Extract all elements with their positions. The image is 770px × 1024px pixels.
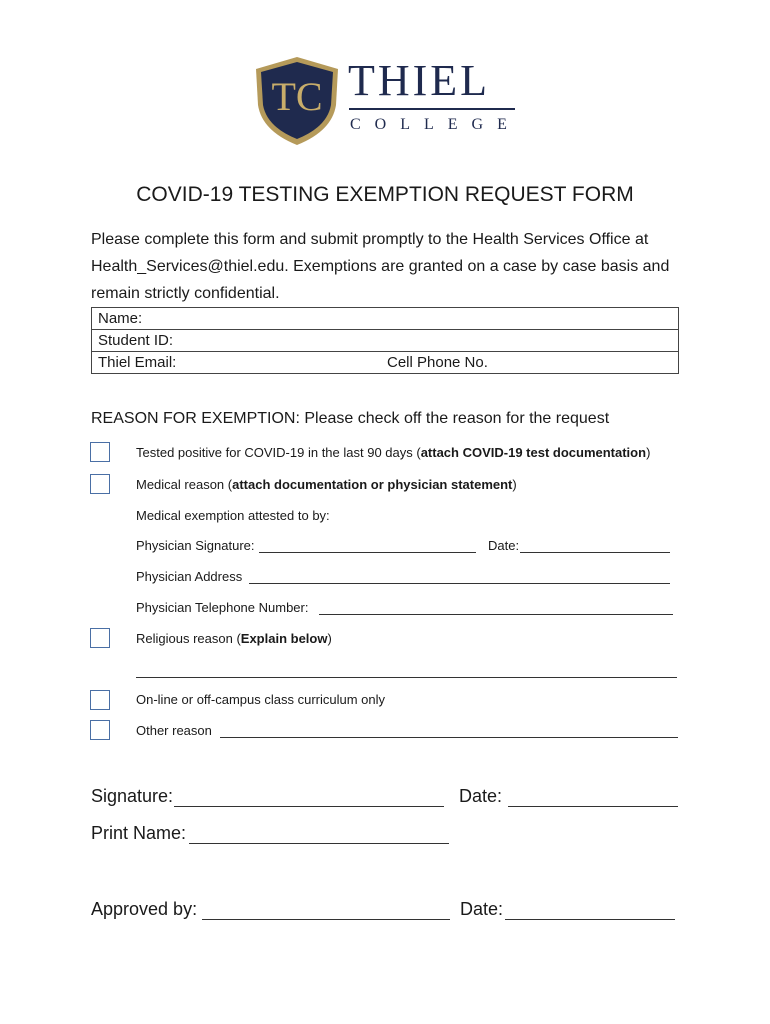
- attested-label: Medical exemption attested to by:: [136, 508, 330, 523]
- logo-monogram: TC: [271, 74, 323, 119]
- approved-by-label: Approved by:: [91, 899, 198, 919]
- print-name-line[interactable]: [189, 843, 449, 844]
- other-reason-line[interactable]: [220, 737, 678, 738]
- approved-date-line[interactable]: [505, 919, 675, 920]
- online-curriculum-label: On-line or off-campus class curriculum only: [136, 692, 386, 707]
- physician-phone-label: Physician Telephone Number:: [136, 600, 309, 615]
- intro-line: Health_Services@thiel.edu. Exemptions are granted on a case by case basis and: [91, 258, 670, 275]
- logo-subname: COLLEGE: [350, 116, 521, 133]
- physician-date-line[interactable]: [520, 552, 670, 553]
- physician-address-line[interactable]: [249, 583, 670, 584]
- physician-date-label: Date:: [488, 538, 520, 553]
- student-id-label: Student ID:: [98, 332, 174, 349]
- approved-date-label: Date:: [460, 899, 504, 919]
- logo-name: THIEL: [348, 56, 491, 105]
- email-phone-row: [92, 352, 678, 374]
- logo-divider: [349, 108, 515, 110]
- reason-heading: REASON FOR EXEMPTION: Please check off the reason for the request: [91, 410, 610, 427]
- religious-explanation-line[interactable]: [136, 677, 677, 678]
- physician-signature-line[interactable]: [259, 552, 476, 553]
- student-info-table: [91, 307, 679, 374]
- other-reason-label: Other reason: [136, 723, 212, 738]
- medical-reason-checkbox[interactable]: [90, 474, 110, 494]
- positive-test-note: attach COVID-19 test documentation: [420, 445, 647, 460]
- physician-address-label: Physician Address: [136, 569, 243, 584]
- medical-reason-note: attach documentation or physician statement: [232, 477, 513, 492]
- physician-phone-line[interactable]: [319, 614, 673, 615]
- date-label: Date:: [459, 786, 503, 806]
- print-name-label: Print Name:: [91, 823, 187, 843]
- college-logo: [252, 55, 522, 150]
- religious-reason-option: Religious reason (Explain below): [136, 631, 332, 646]
- positive-test-checkbox[interactable]: [90, 442, 110, 462]
- form-title: COVID-19 TESTING EXEMPTION REQUEST FORM: [136, 183, 634, 206]
- phone-label: Cell Phone No.: [387, 354, 488, 371]
- religious-reason-checkbox[interactable]: [90, 628, 110, 648]
- other-reason-checkbox[interactable]: [90, 720, 110, 740]
- intro-line: Please complete this form and submit promptly to the Health Services Office at: [91, 231, 649, 248]
- medical-reason-option: Medical reason (attach documentation or physician statement): [136, 477, 517, 492]
- name-label: Name:: [98, 310, 143, 327]
- positive-test-option: Tested positive for COVID-19 in the last 90 days (attach COVID-19 test documentation): [136, 445, 651, 460]
- online-curriculum-checkbox[interactable]: [90, 690, 110, 710]
- signature-line[interactable]: [174, 806, 444, 807]
- religious-reason-note: Explain below: [240, 631, 328, 646]
- shield-crest-icon: [252, 55, 342, 147]
- email-label: Thiel Email:: [98, 354, 177, 371]
- signature-label: Signature:: [91, 786, 174, 806]
- physician-signature-label: Physician Signature:: [136, 538, 255, 553]
- approved-by-line[interactable]: [202, 919, 450, 920]
- name-field[interactable]: [92, 308, 678, 330]
- form-intro: [91, 226, 681, 307]
- date-line[interactable]: [508, 806, 678, 807]
- student-id-field[interactable]: [92, 330, 678, 352]
- intro-line: remain strictly confidential.: [91, 285, 280, 302]
